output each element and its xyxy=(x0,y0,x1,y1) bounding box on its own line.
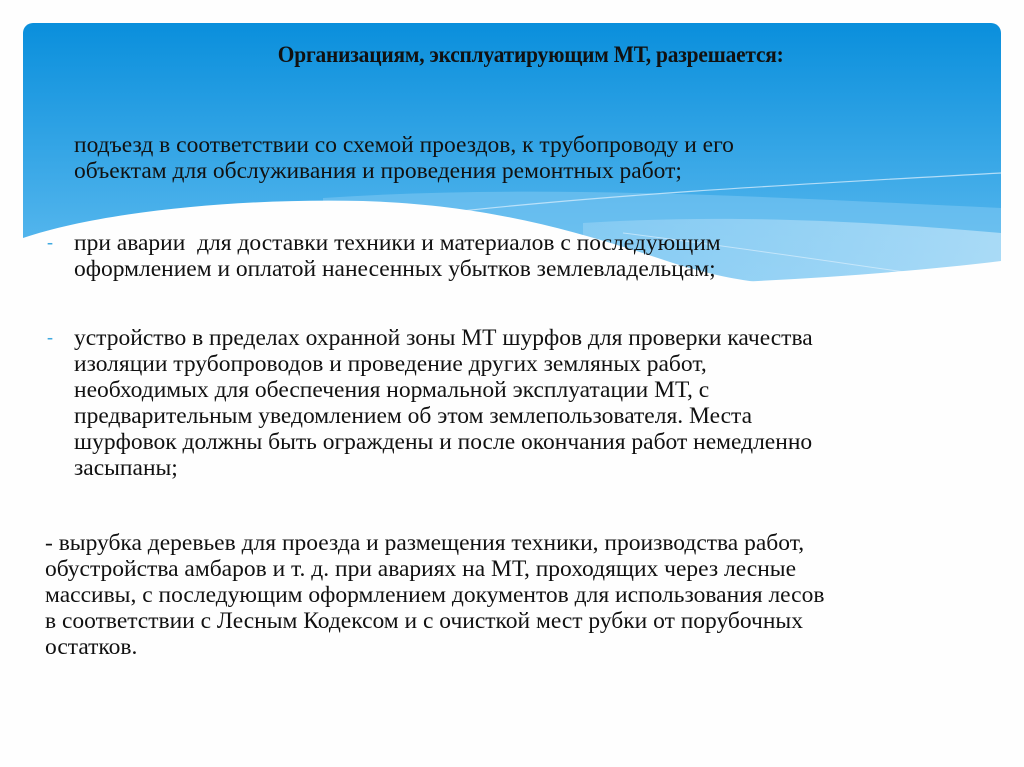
list-item-line: остатков. xyxy=(45,634,138,660)
list-item-line: шурфовок должны быть ограждены и после окончания работ немедленно xyxy=(74,429,813,455)
list-item-line: массивы, с последующим оформлением документов для использования лесов xyxy=(45,582,825,608)
list-item-line: устройство в пределах охранной зоны МТ шурфов для проверки качества xyxy=(74,325,813,351)
list-item-line: обустройства амбаров и т. д. при авариях на МТ, проходящих через лесные xyxy=(45,556,797,582)
list-item-line: изоляции трубопроводов и проведение других земляных работ, xyxy=(74,351,707,377)
list-item-line: засыпаны; xyxy=(74,455,178,481)
slide-title: Организациям, эксплуатирующим МТ, разрешается: xyxy=(277,42,784,67)
list-item-line: объектам для обслуживания и проведения ремонтных работ; xyxy=(74,158,682,184)
list-item-line: - вырубка деревьев для проезда и размещения техники, производства работ, xyxy=(45,530,805,556)
list-item-line: предварительным уведомлением об этом землепользователя. Места xyxy=(74,403,753,429)
list-item-line: оформлением и оплатой нанесенных убытков землевладельцам; xyxy=(74,256,716,282)
list-item-line: в соответствии с Лесным Кодексом и с очисткой мест рубки от порубочных xyxy=(45,608,803,634)
list-item-line: при аварии для доставки техники и материалов с последующим xyxy=(74,230,721,256)
list-item-line: подъезд в соответствии со схемой проездов, к трубопроводу и его xyxy=(74,132,734,158)
bullet-dash-icon: - xyxy=(47,232,53,252)
bullet-dash-icon: - xyxy=(47,327,53,347)
list-item-line: необходимых для обеспечения нормальной эксплуатации МТ, с xyxy=(74,377,710,403)
